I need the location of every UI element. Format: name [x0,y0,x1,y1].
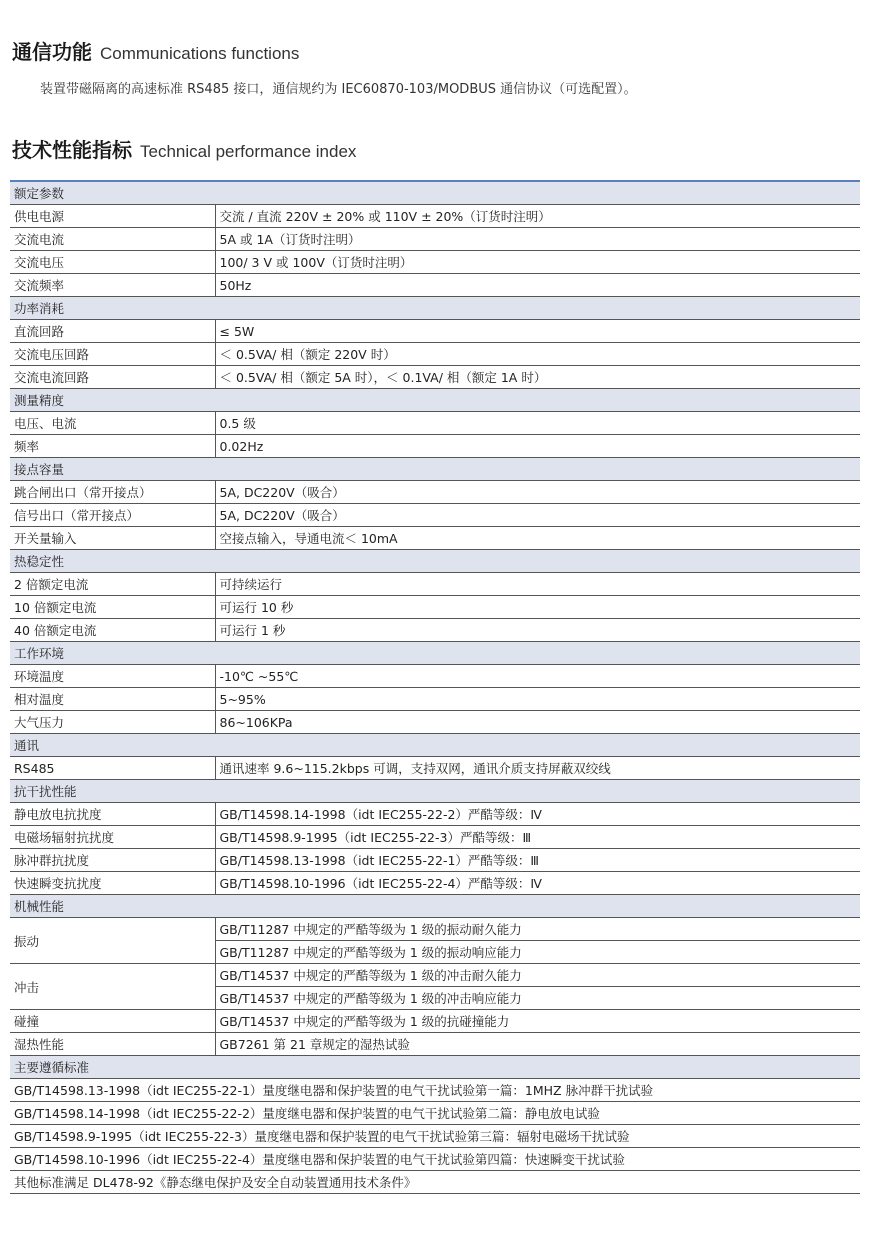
table-row [10,688,860,711]
row-value: 可运行 10 秒 [215,596,860,619]
category-label: 抗干扰性能 [10,780,860,803]
table-row [10,1033,860,1056]
row-value: ≤ 5W [215,320,860,343]
table-row [10,481,860,504]
row-value: 86~106KPa [215,711,860,734]
row-label: 交流电流 [10,228,215,251]
row-label: 2 倍额定电流 [10,573,215,596]
table-row [10,320,860,343]
row-label: 供电电源 [10,205,215,228]
row-label: 信号出口（常开接点） [10,504,215,527]
row-label: 频率 [10,435,215,458]
row-value: GB/T14598.13-1998（idt IEC255-22-1）严酷等级：Ⅲ [215,849,860,872]
standard-row [10,1125,860,1148]
row-label: 开关量输入 [10,527,215,550]
row-label: 10 倍额定电流 [10,596,215,619]
table-row [10,205,860,228]
category-row [10,297,860,320]
standard-text: GB/T14598.9-1995（idt IEC255-22-3）量度继电器和保护装置的电气干扰试验第三篇：辐射电磁场干扰试验 [10,1125,860,1148]
row-label: 40 倍额定电流 [10,619,215,642]
category-row [10,1056,860,1079]
table-row [10,826,860,849]
table-row [10,274,860,297]
spec-table-body [10,181,860,1194]
category-label: 工作环境 [10,642,860,665]
row-value: GB/T14537 中规定的严酷等级为 1 级的抗碰撞能力 [215,1010,860,1033]
standard-text: GB/T14598.10-1996（idt IEC255-22-4）量度继电器和保护装置的电气干扰试验第四篇：快速瞬变干扰试验 [10,1148,860,1171]
row-value: ＜ 0.5VA/ 相（额定 220V 时） [215,343,860,366]
row-label: 电磁场辐射抗扰度 [10,826,215,849]
table-row [10,228,860,251]
technical-index-section-title [12,134,356,163]
row-label: 湿热性能 [10,1033,215,1056]
row-label: 交流电压 [10,251,215,274]
row-label: 振动 [10,918,215,964]
row-value: 可持续运行 [215,573,860,596]
category-label: 热稳定性 [10,550,860,573]
row-value: 0.5 级 [215,412,860,435]
row-value: 5A, DC220V（吸合） [215,504,860,527]
category-label: 额定参数 [10,181,860,205]
standard-row [10,1079,860,1102]
table-row [10,849,860,872]
row-value: -10℃ ~55℃ [215,665,860,688]
row-label: RS485 [10,757,215,780]
standard-row [10,1171,860,1194]
standard-text: GB/T14598.14-1998（idt IEC255-22-2）量度继电器和保护装置的电气干扰试验第二篇：静电放电试验 [10,1102,860,1125]
row-label: 直流回路 [10,320,215,343]
section-title-zh: 技术性能指标 [12,138,132,162]
category-label: 测量精度 [10,389,860,412]
standard-text: 其他标准满足 DL478-92《静态继电保护及安全自动装置通用技术条件》 [10,1171,860,1194]
table-row [10,1010,860,1033]
row-value: 5~95% [215,688,860,711]
row-value: GB/T14537 中规定的严酷等级为 1 级的冲击响应能力 [215,987,860,1010]
category-row [10,181,860,205]
communications-section-title [12,36,299,65]
section-title-en: Communications functions [100,44,300,63]
row-value: 50Hz [215,274,860,297]
row-value: 交流 / 直流 220V ± 20% 或 110V ± 20%（订货时注明） [215,205,860,228]
row-label: 交流电流回路 [10,366,215,389]
row-value: 可运行 1 秒 [215,619,860,642]
row-value: GB/T14598.9-1995（idt IEC255-22-3）严酷等级：Ⅲ [215,826,860,849]
table-row [10,872,860,895]
category-row [10,642,860,665]
row-label: 大气压力 [10,711,215,734]
category-row [10,550,860,573]
standard-row [10,1148,860,1171]
category-label: 主要遵循标准 [10,1056,860,1079]
table-row [10,251,860,274]
category-label: 通讯 [10,734,860,757]
row-label: 冲击 [10,964,215,1010]
category-row [10,734,860,757]
table-row [10,504,860,527]
table-row [10,435,860,458]
row-value: ＜ 0.5VA/ 相（额定 5A 时），＜ 0.1VA/ 相（额定 1A 时） [215,366,860,389]
table-row [10,757,860,780]
row-label: 碰撞 [10,1010,215,1033]
standard-text: GB/T14598.13-1998（idt IEC255-22-1）量度继电器和保护装置的电气干扰试验第一篇：1MHZ 脉冲群干扰试验 [10,1079,860,1102]
table-row [10,803,860,826]
row-value: 通讯速率 9.6~115.2kbps 可调，支持双网，通讯介质支持屏蔽双绞线 [215,757,860,780]
section-title-en: Technical performance index [140,142,357,161]
row-label: 脉冲群抗扰度 [10,849,215,872]
category-label: 功率消耗 [10,297,860,320]
category-row [10,895,860,918]
row-value: 100/ 3 V 或 100V（订货时注明） [215,251,860,274]
row-value: GB/T14537 中规定的严酷等级为 1 级的冲击耐久能力 [215,964,860,987]
table-row [10,665,860,688]
table-row [10,918,860,941]
table-row [10,366,860,389]
table-row [10,527,860,550]
table-row [10,573,860,596]
table-row [10,412,860,435]
row-value: GB/T11287 中规定的严酷等级为 1 级的振动耐久能力 [215,918,860,941]
communications-description: 装置带磁隔离的高速标准 RS485 接口，通信规约为 IEC60870-103/MODBUS 通信协议（可选配置）。 [40,82,637,97]
row-label: 交流频率 [10,274,215,297]
standard-row [10,1102,860,1125]
row-value: 5A, DC220V（吸合） [215,481,860,504]
row-label: 交流电压回路 [10,343,215,366]
row-label: 快速瞬变抗扰度 [10,872,215,895]
row-value: 5A 或 1A（订货时注明） [215,228,860,251]
row-label: 电压、电流 [10,412,215,435]
category-row [10,780,860,803]
row-label: 静电放电抗扰度 [10,803,215,826]
row-label: 跳合闸出口（常开接点） [10,481,215,504]
row-value: GB7261 第 21 章规定的湿热试验 [215,1033,860,1056]
table-row [10,619,860,642]
row-value: 0.02Hz [215,435,860,458]
table-row [10,596,860,619]
row-value: GB/T14598.14-1998（idt IEC255-22-2）严酷等级：Ⅳ [215,803,860,826]
row-value: GB/T14598.10-1996（idt IEC255-22-4）严酷等级：Ⅳ [215,872,860,895]
section-title-zh: 通信功能 [12,40,92,64]
spec-table [10,180,860,1194]
category-label: 接点容量 [10,458,860,481]
category-row [10,389,860,412]
table-row [10,343,860,366]
category-row [10,458,860,481]
table-row [10,964,860,987]
category-label: 机械性能 [10,895,860,918]
row-label: 环境温度 [10,665,215,688]
row-value: GB/T11287 中规定的严酷等级为 1 级的振动响应能力 [215,941,860,964]
table-row [10,711,860,734]
row-value: 空接点输入，导通电流＜ 10mA [215,527,860,550]
row-label: 相对温度 [10,688,215,711]
